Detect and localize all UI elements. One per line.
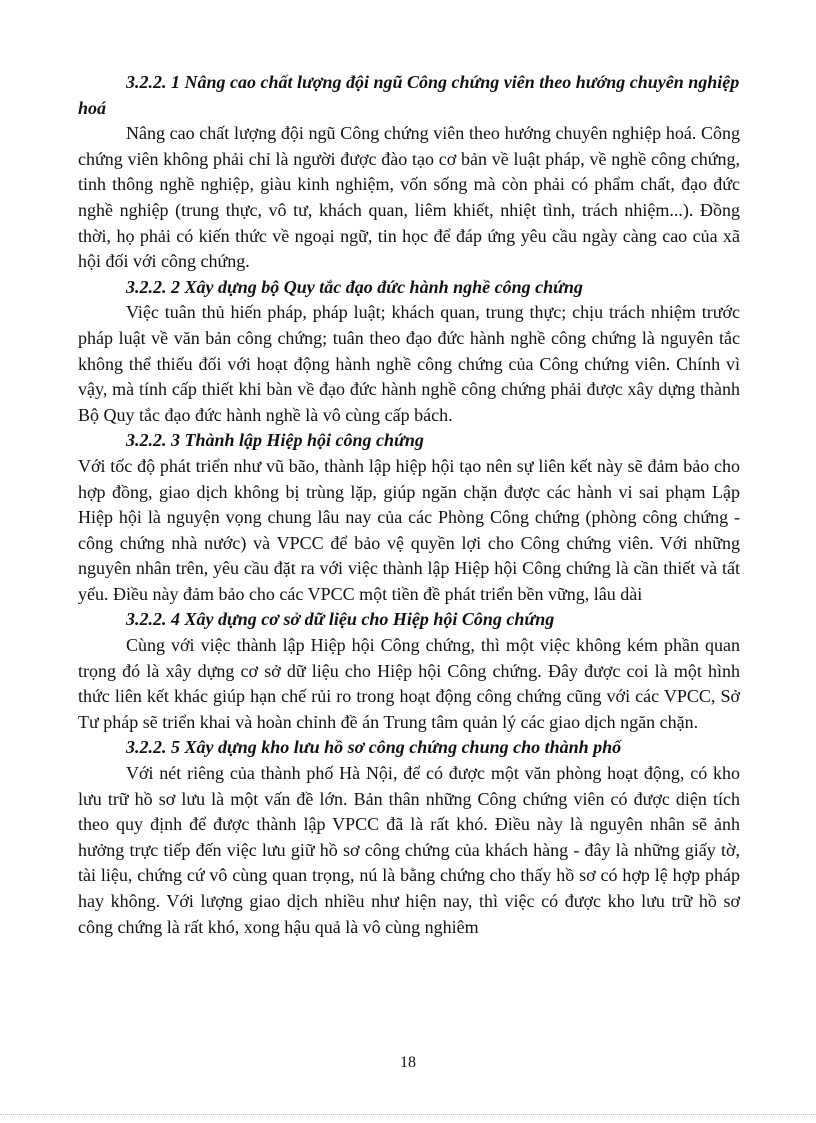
page-number: 18 bbox=[400, 1054, 416, 1071]
section-heading-4: 3.2.2. 4 Xây dựng cơ sở dữ liệu cho Hiệp hội Công chứng bbox=[126, 609, 555, 630]
section-heading-5: 3.2.2. 5 Xây dựng kho lưu hồ sơ công chứng chung cho thành phố bbox=[126, 737, 622, 758]
page-bottom-divider bbox=[0, 1114, 816, 1115]
section-paragraph-2: Việc tuân thủ hiến pháp, pháp luật; khách quan, trung thực; chịu trách nhiệm trước pháp luật về văn bản công chứng; tuân theo đạo đức hành nghề công chứng là nguyên tắc không thể thiếu đối với hoạt động hành nghề công chứng của Công chứng viên. Chính vì vậy, mà tính cấp thiết khi bàn về đạo đức hành nghề công chứng phải được xây dựng thành Bộ Quy tắc đạo đức hành nghề là vô cùng cấp bách. bbox=[78, 302, 740, 425]
section-paragraph-4: Cùng với việc thành lập Hiệp hội Công chứng, thì một việc không kém phần quan trọng đó là xây dựng cơ sở dữ liệu cho Hiệp hội Công chứng. Đây được coi là một hình thức liên kết khác giúp hạn chế rủi ro trong hoạt động công chứng cũng với các VPCC, Sở Tư pháp sẽ triển khai và hoàn chỉnh đề án Trung tâm quản lý các giao dịch ngăn chặn. bbox=[78, 635, 740, 732]
section-paragraph-5: Với nét riêng của thành phố Hà Nội, để có được một văn phòng hoạt động, có kho lưu trữ hồ sơ lưu là một vấn đề lớn. Bản thân những Công chứng viên có được diện tích theo quy định để được thành lập VPCC đã là rất khó. Điều này là nguyên nhân sẽ ảnh hưởng trực tiếp đến việc lưu giữ hồ sơ công chứng của khách hàng - đây là những giấy tờ, tài liệu, chứng cứ vô cùng quan trọng, nú là bằng chứng cho thấy hồ sơ có hợp lệ hợp pháp hay không. Với lượng giao dịch nhiều như hiện nay, thì việc có được kho lưu trữ hồ sơ công chứng là rất khó, xong hậu quả là vô cùng nghiêm bbox=[78, 763, 740, 937]
section-heading-3: 3.2.2. 3 Thành lập Hiệp hội công chứng bbox=[126, 430, 424, 451]
section-paragraph-1: Nâng cao chất lượng đội ngũ Công chứng viên theo hướng chuyên nghiệp hoá. Công chứng viên không phải chỉ là người được đào tạo cơ bản về luật pháp, về nghề công chứng, tinh thông nghề nghiệp, giàu kinh nghiệm, vốn sống mà còn phải có phẩm chất, đạo đức nghề nghiệp (trung thực, vô tư, khách quan, liêm khiết, nhiệt tình, trách nhiệm...). Đồng thời, họ phải có kiến thức về ngoại ngữ, tin học để đáp ứng yêu cầu ngày càng cao của xã hội đối với công chứng. bbox=[78, 123, 740, 272]
section-paragraph-3: Với tốc độ phát triển như vũ bão, thành lập hiệp hội tạo nên sự liên kết này sẽ đảm bảo cho hợp đồng, giao dịch không bị trùng lặp, giúp ngăn chặn được các hành vi sai phạm Lập Hiệp hội là nguyện vọng chung lâu nay của các Phòng Công chứng (phòng công chứng - công chứng nhà nước) và VPCC để bảo vệ quyền lợi cho Công chứng viên. Với những nguyên nhân trên, yêu cầu đặt ra với việc thành lập Hiệp hội Công chứng là cần thiết và tất yếu. Điều này đảm bảo cho các VPCC một tiền đề phát triển bền vững, lâu dài bbox=[78, 455, 740, 604]
section-heading-1: 3.2.2. 1 Nâng cao chất lượng đội ngũ Công chứng viên theo hướng chuyên nghiệp hoá bbox=[78, 72, 740, 118]
section-heading-2: 3.2.2. 2 Xây dựng bộ Quy tắc đạo đức hành nghề công chứng bbox=[126, 276, 583, 297]
